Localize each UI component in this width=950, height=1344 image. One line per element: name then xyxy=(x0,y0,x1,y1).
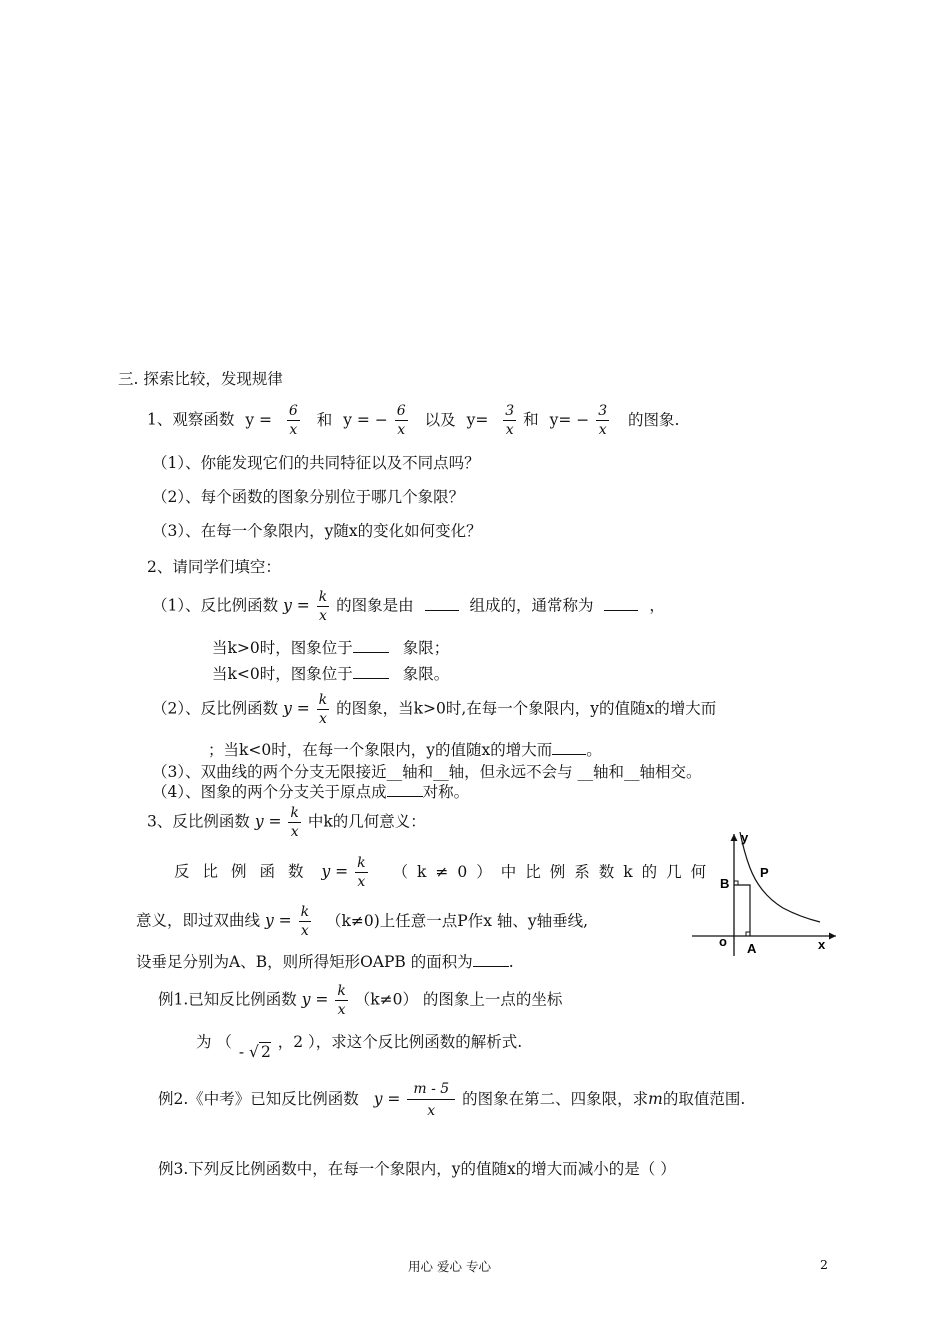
fraction-den: x xyxy=(299,921,311,938)
var-m: m xyxy=(648,1090,663,1108)
fraction-den: x xyxy=(503,420,516,437)
y-axis-arrow xyxy=(731,834,738,841)
q1-y2: y = − xyxy=(343,410,388,429)
answer-blank[interactable] xyxy=(353,664,389,679)
q2-p1 xyxy=(152,590,665,623)
point-b-label: B xyxy=(720,876,730,891)
q2-p2-cont xyxy=(208,738,602,760)
section-title xyxy=(118,367,283,389)
fraction xyxy=(395,404,408,437)
q2-p2-text: 的图象，当k>0时,在每一个象限内，y的值随x的增大而 xyxy=(336,699,717,718)
hyperbola-curve xyxy=(740,832,820,922)
ex1-text: （k≠0） 的图象上一点的坐标 xyxy=(354,990,563,1009)
q1-y4: y= − xyxy=(549,410,590,429)
footer-slogan: 用心 爱心 专心 xyxy=(408,1259,491,1274)
fraction-k-over-x xyxy=(288,806,300,839)
fraction-k-over-x xyxy=(299,905,311,938)
fraction-k-over-x xyxy=(317,693,329,726)
q1-lead: 1、观察函数 xyxy=(147,410,235,429)
ex3-line: 例3.下列反比例函数中，在每一个象限内，y的值随x的增大而减小的是（ ） xyxy=(158,1160,676,1178)
fraction-k-over-x xyxy=(317,590,329,623)
fraction-den: x xyxy=(288,822,300,839)
ex1-text: ，2 ），求这个反比例函数的解析式. xyxy=(277,1033,523,1051)
q2-p4 xyxy=(152,780,469,802)
y-axis-label: y xyxy=(741,830,749,845)
q2-p1-text: ， xyxy=(649,596,665,615)
q2-p1-kpos-text: 象限； xyxy=(402,639,450,657)
ex2-text: 例2.《中考》已知反比例函数 xyxy=(158,1090,359,1108)
point-p-label: P xyxy=(760,865,769,880)
q1-line xyxy=(147,404,679,437)
q2-p2-cont-text: 。 xyxy=(586,741,602,759)
q3-text: （k≠0)上任意一点P作x 轴、y轴垂线, xyxy=(325,911,589,930)
q1-sub1: （1）、你能发现它们的共同特征以及不同点吗？ xyxy=(152,454,480,472)
q2-p1-text: （1）、反比例函数 xyxy=(152,596,279,615)
fraction-den: x xyxy=(395,420,408,437)
q2-p1-kneg-text: 象限。 xyxy=(402,665,450,683)
fraction xyxy=(503,404,516,437)
fraction-den: x xyxy=(335,1000,347,1017)
q1-tail: 的图象. xyxy=(628,410,680,429)
q3-text: 反比例函数 xyxy=(174,862,317,881)
q2-p3: （3）、双曲线的两个分支无限接近__轴和__轴，但永远不会与 __轴和__轴相交。 xyxy=(152,763,702,781)
fraction-den: x xyxy=(407,1099,455,1118)
var-y: y = xyxy=(283,699,310,718)
q1-and: 和 xyxy=(316,410,333,429)
ex1-line xyxy=(158,984,562,1017)
q1-and: 和 xyxy=(523,410,539,429)
q2-p1-kneg-text: 当k<0时，图象位于 xyxy=(212,665,353,683)
var-y: y = xyxy=(373,1090,401,1108)
q2-p1-text: 的图象是由 xyxy=(336,596,414,615)
fraction-num: 3 xyxy=(598,403,608,419)
answer-blank[interactable] xyxy=(604,596,638,611)
q2-p2-text: （2）、反比例函数 xyxy=(152,699,279,718)
q3-lead-text: 中k的几何意义： xyxy=(307,812,426,831)
q1-yiji: 以及 xyxy=(424,410,456,429)
q3-text: 意义，即过双曲线 xyxy=(136,911,261,930)
fraction-den: x xyxy=(317,709,329,726)
q1-y3: y= xyxy=(466,410,489,429)
q3-text2 xyxy=(136,905,588,938)
sqrt-radicand: 2 xyxy=(260,1043,271,1061)
ex2-text: 的取值范围. xyxy=(662,1090,746,1108)
q2-p1-kpos-text: 当k>0时，图象位于 xyxy=(212,639,353,657)
fraction-den: x xyxy=(355,872,367,889)
fraction-num: k xyxy=(337,983,346,999)
hyperbola-graph xyxy=(688,828,840,960)
q3-text: 设垂足分别为A、B，则所得矩形OAPB 的面积为 xyxy=(136,953,473,971)
q2-p4-text: （4）、图象的两个分支关于原点成 xyxy=(152,783,387,801)
x-axis-label: x xyxy=(818,937,826,952)
var-y: y = xyxy=(254,812,282,831)
fraction-num: m - 5 xyxy=(413,1081,450,1097)
fraction-num: k xyxy=(318,589,328,605)
ex2-line xyxy=(158,1082,745,1118)
q2-p1-kpos xyxy=(212,636,449,658)
fraction-m-minus-5-over-x xyxy=(407,1082,455,1118)
fraction-num: k xyxy=(318,692,328,708)
ex1-text: 例1.已知反比例函数 xyxy=(158,990,297,1009)
fraction xyxy=(287,404,300,437)
rectangle-oapb xyxy=(734,885,750,936)
fraction-k-over-x xyxy=(355,856,367,889)
x-axis-arrow xyxy=(829,933,836,940)
q1-sub2: （2）、每个函数的图象分别位于哪几个象限？ xyxy=(152,488,465,506)
var-y: y = xyxy=(321,862,349,881)
answer-blank[interactable] xyxy=(552,740,586,755)
fraction-den: x xyxy=(317,606,329,623)
q1-sub3: （3）、在每一个象限内，y随x的变化如何变化？ xyxy=(152,522,482,540)
fraction-k-over-x xyxy=(335,984,347,1017)
q3-text3 xyxy=(136,950,514,972)
ex1-text: 为 （ xyxy=(196,1033,232,1051)
q2-p1-kneg xyxy=(212,662,449,684)
q3-lead xyxy=(147,806,426,839)
var-y: y = xyxy=(283,596,310,615)
fraction-num: k xyxy=(357,855,366,871)
q2-lead: 2、请同学们填空： xyxy=(147,558,281,576)
var-y: y = xyxy=(264,911,292,930)
minus-sign: - xyxy=(238,1043,245,1061)
q3-text: （k≠0）中比例系数k的几何 xyxy=(392,862,716,881)
answer-blank[interactable] xyxy=(473,952,509,967)
fraction xyxy=(596,404,609,437)
fraction-den: x xyxy=(287,420,300,437)
fraction-num: k xyxy=(290,805,299,821)
fraction-num: k xyxy=(300,904,310,920)
q3-text1 xyxy=(174,856,715,889)
answer-blank[interactable] xyxy=(353,638,389,653)
q2-p2-cont-text: ；当k<0时，在每一个象限内，y的值随x的增大而 xyxy=(208,741,553,759)
q2-p2 xyxy=(152,693,716,726)
page-number: 2 xyxy=(820,1257,828,1272)
fraction-num: 6 xyxy=(396,403,406,419)
ex2-text: 的图象在第二、四象限，求 xyxy=(462,1090,649,1108)
fraction-num: 6 xyxy=(288,403,298,419)
answer-blank[interactable] xyxy=(425,596,459,611)
q2-p4-text: 对称。 xyxy=(422,783,470,801)
origin-label: o xyxy=(719,934,727,949)
q3-lead-text: 3、反比例函数 xyxy=(147,812,250,831)
q2-p1-text: 组成的，通常称为 xyxy=(469,596,594,615)
section-title-text: 三. 探索比较，发现规律 xyxy=(118,370,283,388)
q3-text: . xyxy=(508,953,514,971)
q1-y1: y = xyxy=(245,410,272,429)
fraction-den: x xyxy=(596,420,609,437)
fraction-num: 3 xyxy=(505,403,515,419)
neg-sqrt-2: - √ 2 xyxy=(238,1043,271,1061)
point-a-label: A xyxy=(747,941,757,956)
ex1-line2 xyxy=(196,1030,523,1061)
var-y: y = xyxy=(301,990,329,1009)
answer-blank[interactable] xyxy=(387,782,423,797)
